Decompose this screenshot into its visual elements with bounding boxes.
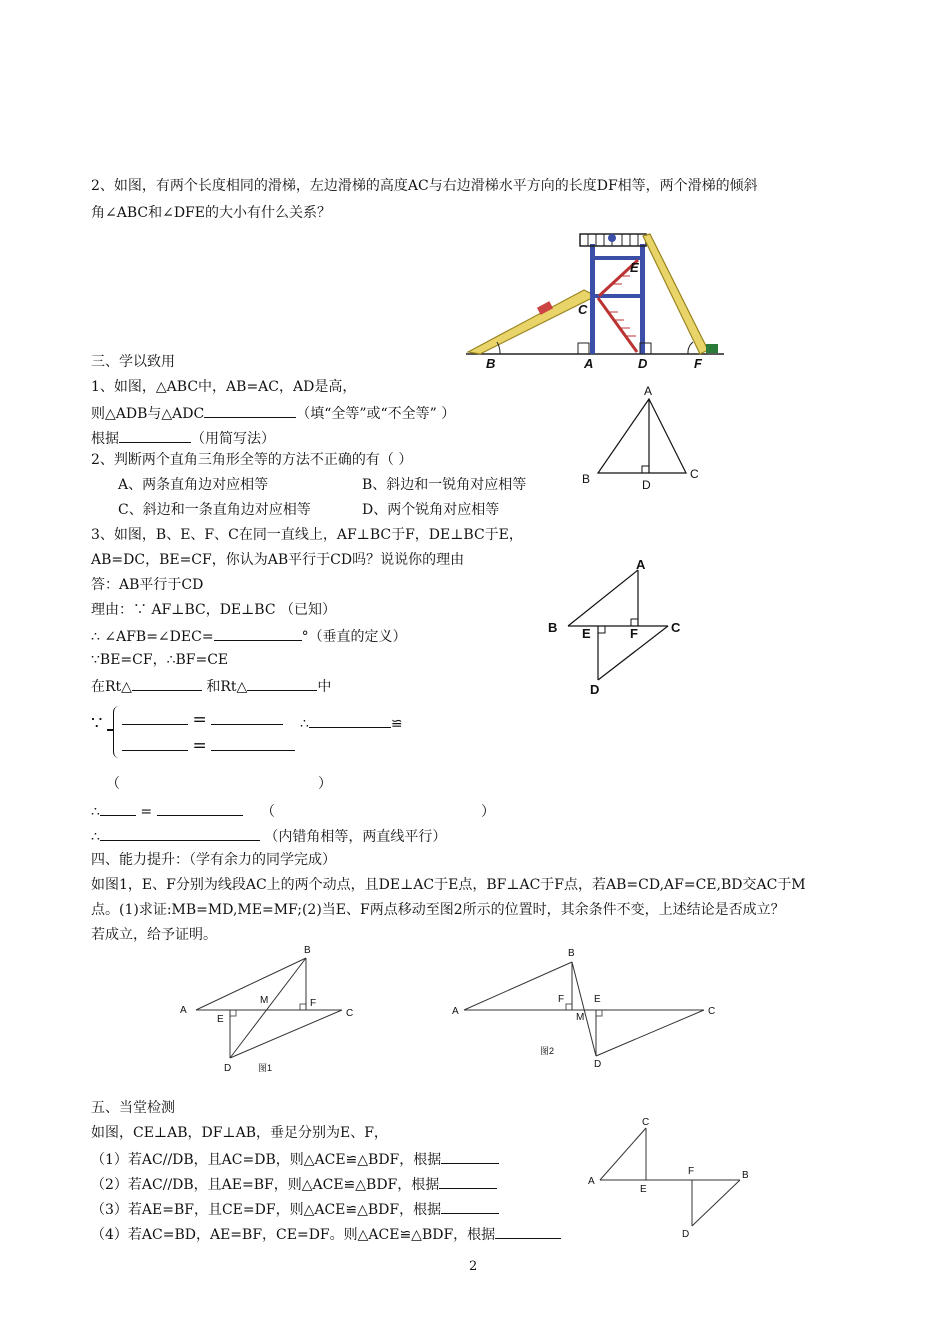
fig2-label-m: M [576,1012,585,1023]
tri-label-a: A [644,384,653,398]
q2-text-line2: 角∠ABC和∠DFE的大小有什么关系？ [91,205,331,221]
s3-q3-reason: 理由：∵ AF⊥BC，DE⊥BC （已知） [91,602,337,618]
section3-title: 三、学以致用 [91,354,175,370]
fig2-label-d: D [594,1059,602,1070]
s3-q1-line1: 1、如图，△ABC中，AB=AC，AD是高， [91,379,357,395]
blank-s5-2[interactable] [439,1173,497,1189]
fig1-label-d: D [224,1063,232,1074]
s4-text-line3: 若成立，给予证明。 [91,927,217,943]
fig2-label-e: E [594,994,601,1005]
s3-q2-option-b: B、斜边和一锐角对应相等 [362,477,527,493]
s3-q3-step6: ∴ （内错角相等，两直线平行） [91,825,446,847]
s5-label-b: B [742,1170,749,1181]
system-row-1: = [122,709,283,731]
figure-1 [172,940,372,1075]
slide-label-e: E [630,260,639,275]
because-symbol: ∵ [91,713,103,734]
parallel-proof-figure [546,556,696,706]
s5-label-e: E [640,1184,647,1195]
slide-label-a: A [584,356,594,371]
s3-q3-answer: 答：AB平行于CD [91,577,204,593]
fig1-label-c: C [346,1008,354,1019]
tri-label-b: B [582,472,591,486]
s4-text-line2: 点。(1)求证:MB=MD,ME=MF;(2)当E、F两点移动至图2所示的位置时，其余条件不变，上述结论是否成立？ [91,902,785,918]
blank-step6[interactable] [100,825,260,841]
blank-sys-1a[interactable] [122,709,188,725]
fig2-label-c: C [708,1006,716,1017]
blank-triangle-1[interactable] [132,675,202,691]
s3-q3-step5: ∴ = （ ） [91,800,495,822]
s3-q3-step1: ∴ ∠AFB=∠DEC= °（垂直的定义） [91,625,407,647]
s5-label-d: D [682,1229,690,1240]
slide-label-d: D [638,356,648,371]
s5-item-2: （2）若AC//DB，且AE=BF，则△ACE≌△BDF，根据 [91,1173,497,1195]
s3-q3-step3: 在Rt△ 和Rt△ 中 [91,675,331,697]
reason-paren-row: （ ） [106,776,332,792]
q2-text-line1: 2、如图，有两个长度相同的滑梯，左边滑梯的高度AC与右边滑梯水平方向的长度DF相等，两个滑梯的倾斜 [91,178,758,194]
fig3-label-d: D [590,682,600,697]
page-number: 2 [469,1259,478,1274]
s4-text-line1: 如图1，E、F分别为线段AC上的两个动点，且DE⊥AC于E点，BF⊥AC于F点，若AB=CD,AF=CE,BD交AC于M [91,877,806,893]
tri-label-c: C [690,467,699,481]
s3-q2-option-c: C、斜边和一条直角边对应相等 [118,502,311,518]
s5-item-3: （3）若AE=BF，且CE=DF，则△ACE≌△BDF，根据 [91,1198,499,1220]
blank-sys-2a[interactable] [122,735,188,751]
blank-congruent-pair[interactable] [309,712,391,728]
slide-label-c: C [578,302,588,317]
blank-sys-1b[interactable] [211,709,283,725]
fig2-caption: 图2 [540,1046,555,1056]
blank-step5-b[interactable] [157,800,243,816]
system-conclusion: ∴ ≌ [300,712,403,734]
isosceles-triangle-figure [578,383,708,493]
blank-reason[interactable] [119,427,191,443]
s5-label-a: A [588,1176,595,1187]
fig3-label-c: C [671,620,681,635]
fig1-label-f: F [310,998,317,1009]
fig3-label-a: A [636,557,646,572]
blank-s5-3[interactable] [441,1198,499,1214]
s5-item-1: （1）若AC//DB，且AC=DB，则△ACE≌△BDF，根据 [91,1148,499,1170]
s5-label-f: F [688,1166,695,1177]
system-row-2: = [122,735,295,757]
s3-q3-line2: AB=DC，BE=CF，你认为AB平行于CD吗？说说你的理由 [91,552,465,568]
fig1-label-m: M [260,995,269,1006]
blank-s5-1[interactable] [441,1148,499,1164]
s3-q2-stem: 2、判断两个直角三角形全等的方法不正确的有（ ） [91,452,413,468]
s3-q2-option-d: D、两个锐角对应相等 [362,502,500,518]
fig2-label-a: A [452,1006,459,1017]
s5-intro: 如图，CE⊥AB，DF⊥AB，垂足分别为E、F， [91,1125,388,1141]
blank-triangle-2[interactable] [247,675,317,691]
fig3-label-b: B [548,620,558,635]
fig1-caption: 图1 [258,1063,273,1073]
s5-item-4: （4）若AC=BD，AE=BF，CE=DF。则△ACE≌△BDF，根据 [91,1223,561,1245]
blank-s5-4[interactable] [495,1223,561,1239]
s3-q2-option-a: A、两条直角边对应相等 [118,477,269,493]
fig2-label-f: F [558,994,565,1005]
fig3-label-f: F [630,626,638,641]
s3-q1-line3: 根据 （用简写法） [91,427,275,449]
figure-2 [448,940,728,1075]
slide-label-b: B [486,356,496,371]
blank-sys-2b[interactable] [211,735,295,751]
slide-illustration [462,226,732,376]
slide-label-f: F [694,356,702,371]
brace [113,706,122,758]
fig1-label-b: B [304,945,311,956]
fig2-label-b: B [568,948,575,959]
s3-q3-line1: 3、如图，B、E、F、C在同一直线上，AF⊥BC于F，DE⊥BC于E， [91,527,523,543]
blank-angle[interactable] [214,625,302,641]
tri-label-d: D [642,478,651,492]
blank-step5-a[interactable] [100,800,136,816]
fig3-label-e: E [582,626,591,641]
s3-q1-line2: 则△ADB与△ADC （填“全等”或“不全等” ） [91,402,455,424]
blank-congruence[interactable] [204,402,296,418]
fig1-label-e: E [217,1014,224,1025]
section5-title: 五、当堂检测 [91,1100,175,1116]
fig1-label-a: A [180,1005,187,1016]
section5-figure [582,1112,752,1242]
section4-title: 四、能力提升：（学有余力的同学完成） [91,852,336,868]
s5-label-c: C [642,1117,650,1128]
s3-q3-step2: ∵BE=CF，∴BF=CE [91,652,229,668]
